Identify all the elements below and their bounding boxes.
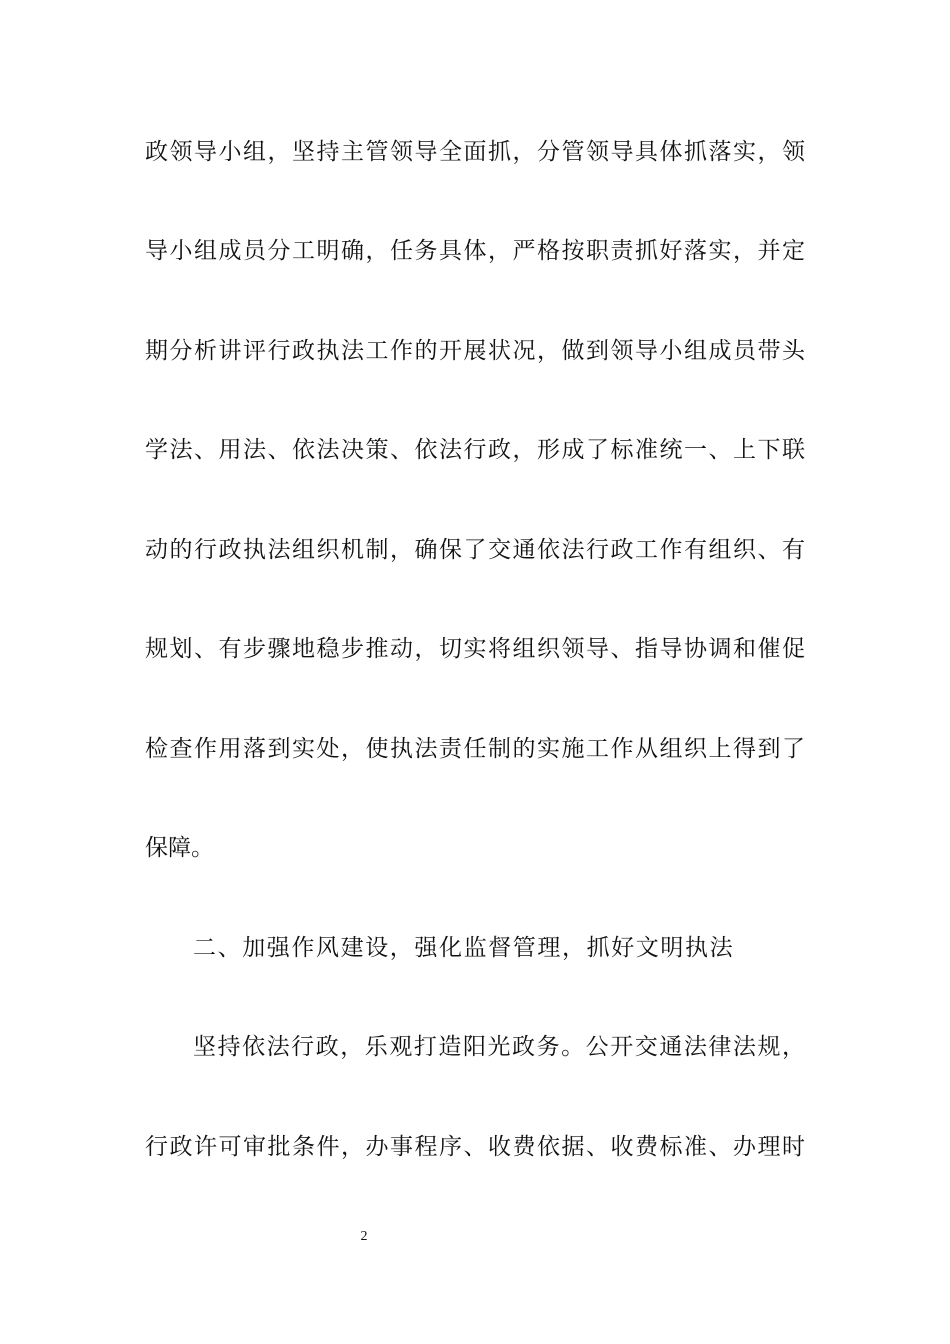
- body-text-line: 政领导小组，坚持主管领导全面抓，分管领导具体抓落实，领: [145, 139, 805, 165]
- body-text-line: 导小组成员分工明确，任务具体，严格按职责抓好落实，并定: [145, 238, 805, 264]
- page-number: 2: [360, 1229, 368, 1244]
- body-text-line: 期分析讲评行政执法工作的开展状况，做到领导小组成员带头: [145, 338, 805, 364]
- body-text-line: 学法、用法、依法决策、依法行政，形成了标准统一、上下联: [145, 437, 805, 463]
- body-text-line: 行政许可审批条件，办事程序、收费依据、收费标准、办理时: [145, 1134, 805, 1160]
- body-text-line: 规划、有步骤地稳步推动，切实将组织领导、指导协调和催促: [145, 636, 805, 662]
- body-text-line: 动的行政执法组织机制，确保了交通依法行政工作有组织、有: [145, 537, 805, 563]
- section-heading: 二、加强作风建设，强化监督管理，抓好文明执法: [193, 935, 735, 961]
- body-text-line: 保障。: [145, 835, 214, 861]
- body-text-line: 检查作用落到实处，使执法责任制的实施工作从组织上得到了: [145, 736, 805, 762]
- body-text-line: 坚持依法行政，乐观打造阳光政务。公开交通法律法规，: [193, 1034, 805, 1060]
